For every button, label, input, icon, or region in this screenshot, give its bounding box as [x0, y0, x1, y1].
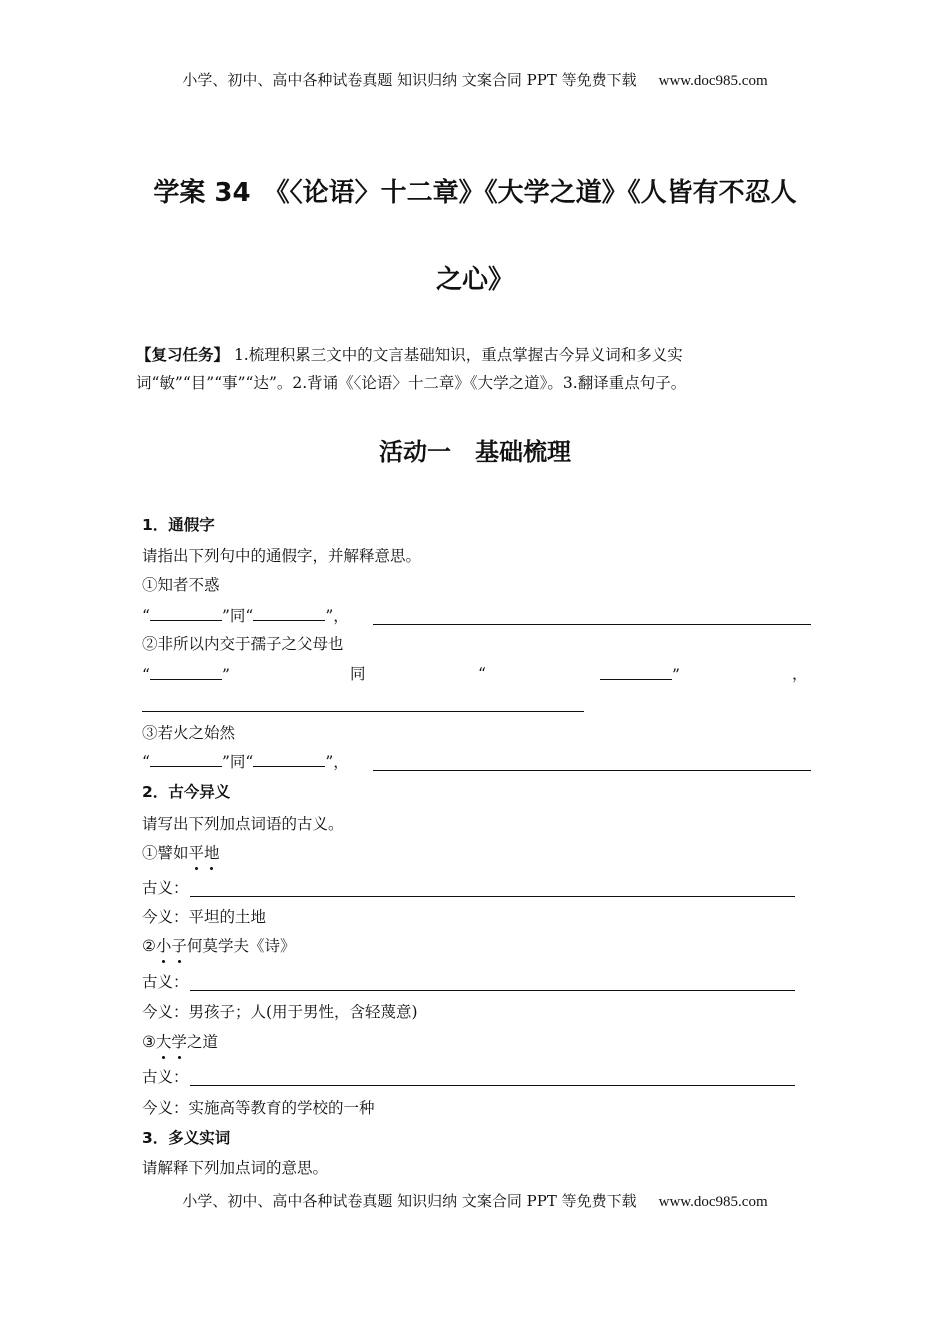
answer-line[interactable] [142, 710, 584, 712]
tongjia-item-3-answer [142, 750, 349, 773]
section-heading-gujinyiyi: 2．古今异义 [142, 783, 231, 801]
same-label: 同 [229, 753, 246, 771]
activity-title: 活动一 基础梳理 [379, 438, 571, 466]
comma: ， [333, 607, 349, 625]
section1-instruction: 请指出下列句中的通假字，并解释意思。 [142, 547, 422, 565]
same-label: 同 [350, 665, 366, 683]
tongjia-item-2-sentence: ②非所以内交于孺子之父母也 [142, 635, 344, 653]
review-task-text: 1.梳理积累三文中的文言基础知识，重点掌握古今异义词和多义实词“敏”“目”“事”“达”。2.背诵《〈论语〉十二章》《大学之道》。3.翻译重点句子。 [136, 346, 687, 392]
open-quote: “ [245, 607, 254, 625]
dotted-char: 地 [204, 844, 220, 862]
answer-blank[interactable] [253, 750, 325, 767]
page-footer [0, 1190, 950, 1211]
gujin-item-1-ancient-label: 古义： [142, 879, 189, 897]
answer-line[interactable] [373, 769, 811, 771]
answer-line[interactable] [373, 623, 811, 625]
section-heading-duoyishici: 3．多义实词 [142, 1129, 231, 1147]
answer-blank[interactable] [253, 604, 325, 621]
gujin-item-2-sentence [142, 935, 295, 957]
gujin-item-3-modern: 今义：实施高等教育的学校的一种 [142, 1099, 375, 1117]
section3-instruction: 请解释下列加点词的意思。 [142, 1159, 329, 1177]
tongjia-item-2-answer-b [600, 663, 680, 686]
open-quote: “ [245, 753, 254, 771]
comma: ， [792, 665, 808, 683]
dotted-char: 子 [171, 937, 187, 955]
answer-blank[interactable] [150, 604, 222, 621]
dotted-char: 大 [155, 1033, 172, 1051]
close-quote: ” [325, 607, 334, 625]
open-quote: “ [142, 753, 150, 771]
close-quote: ” [221, 666, 230, 684]
tongjia-item-1-sentence: ①知者不惑 [142, 576, 220, 594]
header-url[interactable]: www.doc985.com [658, 73, 768, 89]
gujin-item-3-ancient-label: 古义： [142, 1068, 189, 1086]
gujin-item-1-modern: 今义：平坦的土地 [142, 908, 267, 926]
answer-line[interactable] [190, 1084, 795, 1086]
close-quote: ” [325, 753, 334, 771]
footer-text: 小学、初中、高中各种试卷真题 知识归纳 文案合同 PPT 等免费下载 [182, 1192, 637, 1210]
header-text: 小学、初中、高中各种试卷真题 知识归纳 文案合同 PPT 等免费下载 [182, 71, 637, 89]
tongjia-item-2-answer-a [142, 663, 230, 686]
review-task-label: 【复习任务】 [136, 346, 230, 364]
answer-blank[interactable] [600, 663, 672, 680]
dotted-char: 小 [155, 937, 172, 955]
gujin-item-1-sentence [142, 842, 220, 864]
gujin-item-2-modern: 今义：男孩子；人(用于男性，含轻蔑意) [142, 1003, 418, 1021]
close-quote: ” [221, 753, 230, 771]
section2-instruction: 请写出下列加点词语的古义。 [142, 815, 344, 833]
close-quote: ” [221, 607, 230, 625]
sentence-text: ①譬如 [142, 844, 189, 862]
answer-blank[interactable] [150, 663, 222, 680]
page-header [0, 69, 950, 90]
dotted-char: 学 [171, 1033, 187, 1051]
answer-line[interactable] [190, 895, 795, 897]
review-task [136, 341, 816, 397]
footer-url[interactable]: www.doc985.com [658, 1194, 768, 1210]
gujin-item-2-ancient-label: 古义： [142, 973, 189, 991]
open-quote: “ [142, 607, 150, 625]
sentence-text: ③ [142, 1033, 156, 1051]
sentence-text: 何莫学夫《诗》 [186, 937, 296, 955]
same-label: 同 [229, 607, 246, 625]
section-heading-tongjiazi: 1．通假字 [142, 516, 215, 534]
answer-line[interactable] [190, 989, 795, 991]
page-title-line2: 之心》 [435, 265, 514, 295]
dotted-char: 平 [188, 844, 205, 862]
tongjia-item-3-sentence: ③若火之始然 [142, 724, 236, 742]
sentence-text: 之道 [186, 1033, 218, 1051]
page-title-line1: 学案 34 《〈论语〉十二章》《大学之道》《人皆有不忍人 [153, 178, 797, 208]
tongjia-item-1-answer [142, 604, 349, 627]
sentence-text: ② [142, 937, 156, 955]
open-quote: “ [478, 665, 486, 683]
close-quote: ” [672, 666, 680, 684]
gujin-item-3-sentence [142, 1031, 218, 1053]
open-quote: “ [142, 666, 150, 684]
answer-blank[interactable] [150, 750, 222, 767]
comma: ， [333, 753, 349, 771]
